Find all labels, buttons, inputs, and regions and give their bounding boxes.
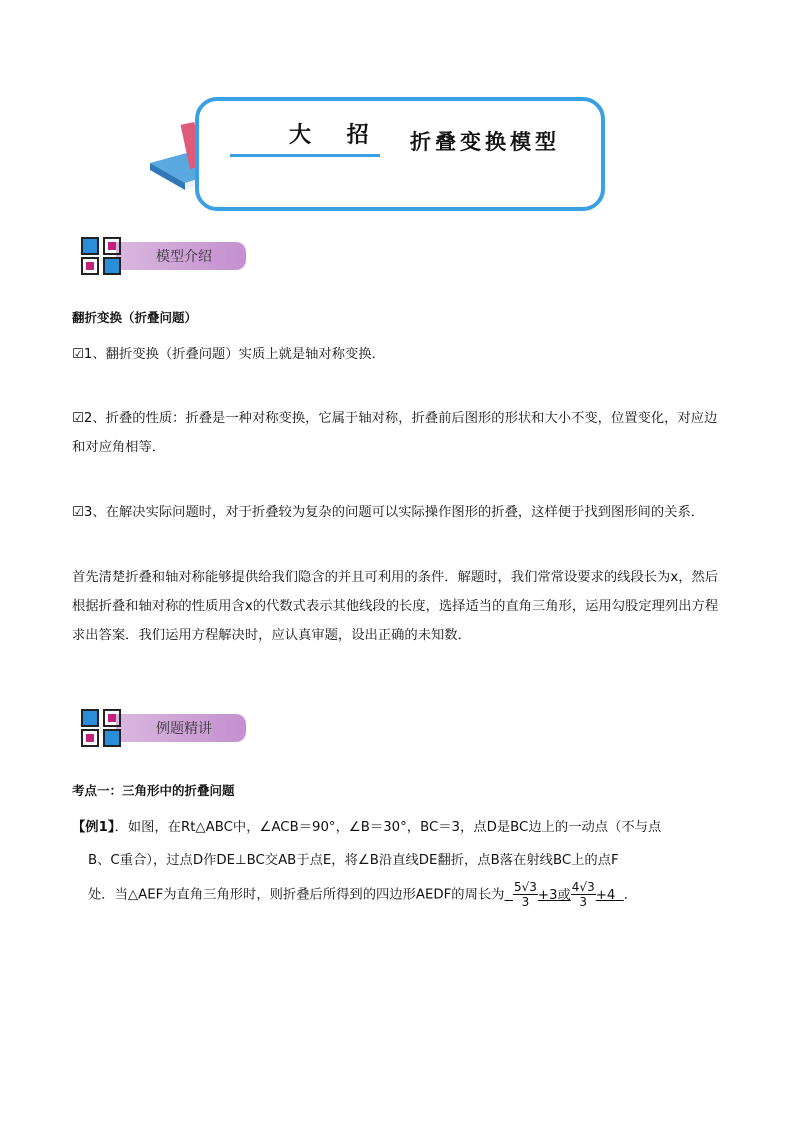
example-text-c: 处．当△AEF为直角三角形时，则折叠后所得到的四边形AEDF的周长为 xyxy=(88,887,505,903)
intro-item-3: ☑3、在解决实际问题时，对于折叠较为复杂的问题可以实际操作图形的折叠，这样便于找到图形间的关系． xyxy=(72,505,705,520)
answer-fraction-2: $\frac{4√3}{3}$ xyxy=(571,880,595,909)
example-1-line-3: 处．当△AEF为直角三角形时，则折叠后所得到的四边形AEDF的周长为 $\frac{5√3}{3}$ +3或 $\frac{4√3}{3}$ +4 ． xyxy=(88,880,638,909)
example-1-line-2: B、C重合），过点D作DE⊥BC交AB于点E，将∠B沿直线DE翻折，点B落在射线BC上的点F xyxy=(88,853,619,868)
intro-item-1: ☑1、翻折变换（折叠问题）实质上就是轴对称变换． xyxy=(72,347,385,362)
banner-title: 大 招 xyxy=(289,122,383,148)
answer-fraction-1: $\frac{5√3}{3}$ xyxy=(513,880,537,909)
example-label: 【例1】 xyxy=(72,820,115,835)
section-label: 例题精讲 xyxy=(156,721,212,737)
section-header-intro xyxy=(78,234,248,278)
answer-blank: $\frac{5√3}{3}$ +3或 $\frac{4√3}{3}$ +4 xyxy=(513,880,616,909)
banner-subtitle: 折叠变换模型 xyxy=(410,129,560,154)
example-1-line-1 xyxy=(72,813,722,842)
example-text-a: ．如图，在Rt△ABC中，∠ACB＝90°，∠B＝30°，BC＝3，点D是BC边上的一动点（不与点 xyxy=(114,820,662,835)
intro-heading: 翻折变换（折叠问题） xyxy=(72,310,198,325)
example-heading: 考点一：三角形中的折叠问题 xyxy=(72,783,235,798)
section-header-examples xyxy=(78,706,248,750)
squares-icon xyxy=(78,234,130,278)
squares-icon xyxy=(78,706,130,750)
section-label: 模型介绍 xyxy=(156,249,212,265)
intro-item-2: ☑2、折叠的性质：折叠是一种对称变换，它属于轴对称，折叠前后图形的形状和大小不变，位置变化，对应边和对应角相等． xyxy=(72,411,718,455)
intro-paragraph: 首先清楚折叠和轴对称能够提供给我们隐含的并且可利用的条件．解题时，我们常常设要求的线段长为x，然后根据折叠和轴对称的性质用含x的代数式表示其他线段的长度，选择适当的直角三角形，运用勾股定理列出方程求出答案．我们运用方程解决时，应认真审题，设出正确的未知数． xyxy=(72,570,719,643)
banner-underline xyxy=(230,154,380,157)
